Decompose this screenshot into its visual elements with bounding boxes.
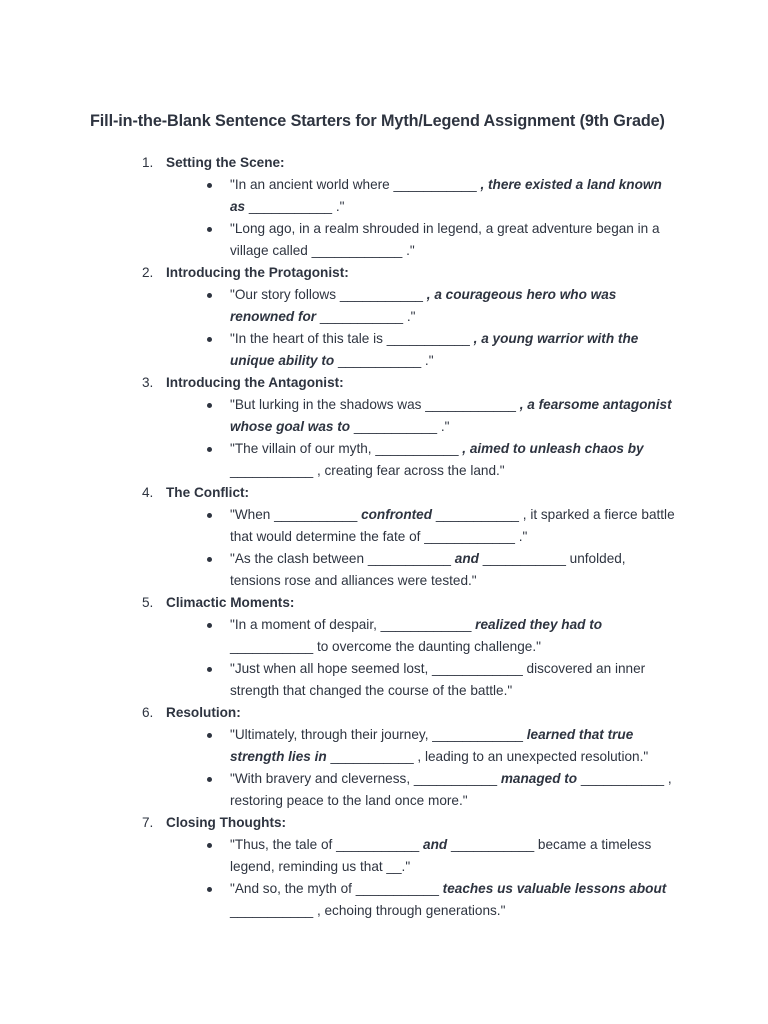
section-number: 7. bbox=[142, 815, 154, 830]
section-3 bbox=[0, 372, 768, 482]
section-heading-row bbox=[0, 702, 768, 724]
sentence-text: ___________ unfolded, tensions rose and alliances were tested." bbox=[230, 551, 626, 588]
emphasized-text: , aimed to unleash chaos by bbox=[462, 441, 644, 456]
emphasized-text: , there existed a land known as bbox=[230, 177, 662, 214]
emphasized-text: , a young warrior with the unique ability to bbox=[230, 331, 639, 368]
sentence-starter bbox=[0, 218, 678, 262]
sentence-starter-list bbox=[0, 394, 768, 482]
sentence-text: ___________ ." bbox=[245, 199, 345, 214]
emphasized-text: , a courageous hero who was renowned for bbox=[230, 287, 617, 324]
section-4 bbox=[0, 482, 768, 592]
section-number: 4. bbox=[142, 485, 154, 500]
sentence-text: "As the clash between ___________ bbox=[230, 551, 455, 566]
section-number: 6. bbox=[142, 705, 154, 720]
sentence-text: ___________ , leading to an unexpected resolution." bbox=[326, 749, 649, 764]
sentence-starter bbox=[0, 438, 678, 482]
sentence-starter bbox=[0, 548, 678, 592]
sentence-text: ___________ , it sparked a fierce battle that would determine the fate of ____________ ." bbox=[230, 507, 675, 544]
sentence-starter bbox=[0, 768, 678, 812]
emphasized-text: learned that true strength lies in bbox=[230, 727, 634, 764]
section-list bbox=[0, 152, 768, 922]
sentence-starter bbox=[0, 834, 678, 878]
section-2 bbox=[0, 262, 768, 372]
emphasized-text: teaches us valuable lessons about bbox=[442, 881, 667, 896]
section-number: 3. bbox=[142, 375, 154, 390]
bullet-icon bbox=[207, 183, 212, 188]
section-1 bbox=[0, 152, 768, 262]
sentence-text: "Our story follows ___________ bbox=[230, 287, 427, 302]
bullet-icon bbox=[207, 887, 212, 892]
section-7 bbox=[0, 812, 768, 922]
sentence-text: "In the heart of this tale is ___________ bbox=[230, 331, 474, 346]
sentence-starter bbox=[0, 614, 678, 658]
sentence-text: "The villain of our myth, ___________ bbox=[230, 441, 463, 456]
section-heading-row bbox=[0, 592, 768, 614]
sentence-text: "Long ago, in a realm shrouded in legend, a great adventure began in a village called ____________ ." bbox=[230, 221, 660, 258]
bullet-icon bbox=[207, 513, 212, 518]
sentence-starter bbox=[0, 658, 678, 702]
sentence-text: "In an ancient world where ___________ bbox=[230, 177, 481, 192]
section-heading: Resolution: bbox=[166, 705, 241, 720]
sentence-text: "Ultimately, through their journey, ____________ bbox=[230, 727, 527, 742]
bullet-icon bbox=[207, 557, 212, 562]
sentence-starter-list bbox=[0, 834, 768, 922]
sentence-text: ___________ , echoing through generations." bbox=[230, 903, 506, 918]
section-heading-row bbox=[0, 482, 768, 504]
bullet-icon bbox=[207, 403, 212, 408]
sentence-starter-list bbox=[0, 614, 768, 702]
sentence-starter bbox=[0, 284, 678, 328]
bullet-icon bbox=[207, 843, 212, 848]
section-number: 5. bbox=[142, 595, 154, 610]
sentence-starter-list bbox=[0, 504, 768, 592]
sentence-starter-list bbox=[0, 174, 768, 262]
section-heading: Climactic Moments: bbox=[166, 595, 295, 610]
bullet-icon bbox=[207, 227, 212, 232]
sentence-text: "With bravery and cleverness, ___________ bbox=[230, 771, 501, 786]
section-heading: Closing Thoughts: bbox=[166, 815, 287, 830]
sentence-text: ___________ ." bbox=[334, 353, 434, 368]
sentence-starter bbox=[0, 504, 678, 548]
section-number: 2. bbox=[142, 265, 154, 280]
bullet-icon bbox=[207, 623, 212, 628]
sentence-starter bbox=[0, 724, 678, 768]
section-heading: Setting the Scene: bbox=[166, 155, 285, 170]
emphasized-text: confronted bbox=[361, 507, 433, 522]
sentence-text: "In a moment of despair, ____________ bbox=[230, 617, 476, 632]
section-heading-row bbox=[0, 812, 768, 834]
section-heading-row bbox=[0, 152, 768, 174]
sentence-text: ___________ , restoring peace to the land once more." bbox=[230, 771, 672, 808]
emphasized-text: and bbox=[454, 551, 479, 566]
emphasized-text: , a fearsome antagonist whose goal was to bbox=[230, 397, 672, 434]
sentence-text: "Just when all hope seemed lost, ____________ discovered an inner strength that changed the course of the battle." bbox=[230, 661, 646, 698]
section-heading: The Conflict: bbox=[166, 485, 250, 500]
bullet-icon bbox=[207, 777, 212, 782]
sentence-starter-list bbox=[0, 724, 768, 812]
page-title: Fill-in-the-Blank Sentence Starters for Myth/Legend Assignment (9th Grade) bbox=[90, 112, 665, 130]
sentence-text: ___________ ." bbox=[316, 309, 416, 324]
sentence-text: ___________ ." bbox=[350, 419, 450, 434]
sentence-starter-list bbox=[0, 284, 768, 372]
sentence-text: "Thus, the tale of ___________ bbox=[230, 837, 424, 852]
section-6 bbox=[0, 702, 768, 812]
emphasized-text: realized they had to bbox=[475, 617, 603, 632]
section-number: 1. bbox=[142, 155, 154, 170]
sentence-text: ___________ , creating fear across the land." bbox=[230, 463, 505, 478]
sentence-text: "When ___________ bbox=[230, 507, 362, 522]
sentence-starter bbox=[0, 394, 678, 438]
emphasized-text: and bbox=[423, 837, 448, 852]
section-heading: Introducing the Antagonist: bbox=[166, 375, 344, 390]
emphasized-text: managed to bbox=[500, 771, 578, 786]
bullet-icon bbox=[207, 447, 212, 452]
section-heading: Introducing the Protagonist: bbox=[166, 265, 349, 280]
section-heading-row bbox=[0, 372, 768, 394]
bullet-icon bbox=[207, 293, 212, 298]
sentence-starter bbox=[0, 174, 678, 218]
bullet-icon bbox=[207, 733, 212, 738]
section-5 bbox=[0, 592, 768, 702]
bullet-icon bbox=[207, 667, 212, 672]
sentence-text: ___________ to overcome the daunting challenge." bbox=[230, 639, 541, 654]
sentence-text: "And so, the myth of ___________ bbox=[230, 881, 443, 896]
sentence-text: ___________ became a timeless legend, reminding us that __." bbox=[230, 837, 652, 874]
sentence-starter bbox=[0, 328, 678, 372]
sentence-text: "But lurking in the shadows was ____________ bbox=[230, 397, 520, 412]
section-heading-row bbox=[0, 262, 768, 284]
bullet-icon bbox=[207, 337, 212, 342]
sentence-starter bbox=[0, 878, 678, 922]
